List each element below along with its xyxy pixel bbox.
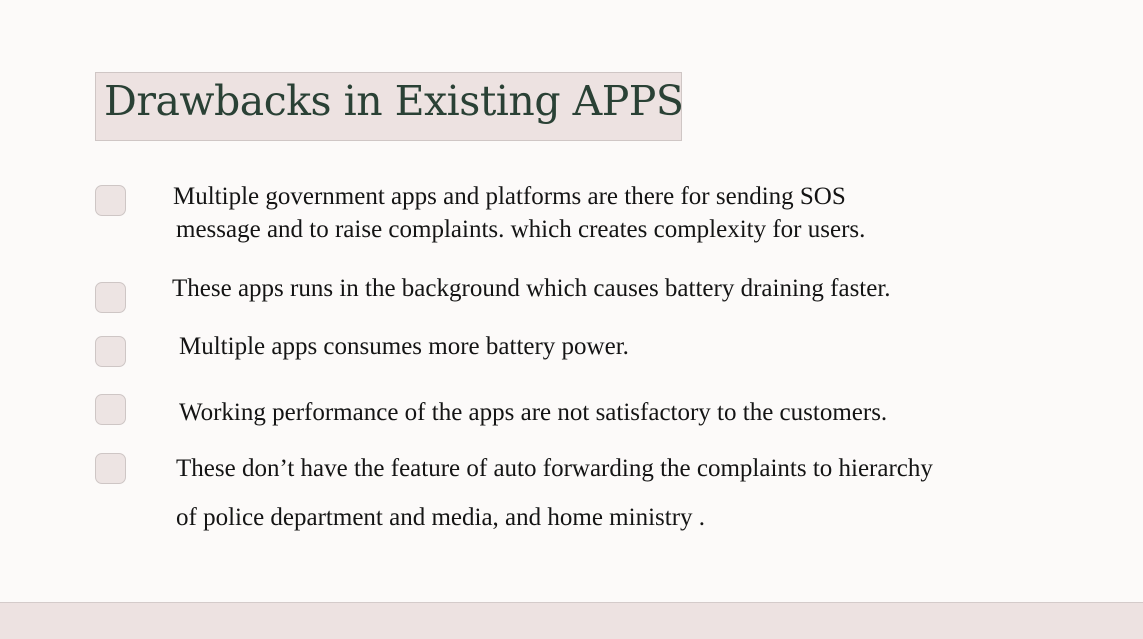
bullet-text-1-line-2: message and to raise complaints. which creates complexity for users. — [176, 216, 866, 243]
checkbox-5[interactable] — [95, 453, 126, 484]
bullet-text-5-line-1: These don’t have the feature of auto forwarding the complaints to hierarchy — [176, 455, 933, 482]
slide-title: Drawbacks in Existing APPS — [104, 77, 684, 125]
title-box — [95, 72, 682, 141]
bullet-text-3: Multiple apps consumes more battery power. — [179, 333, 629, 360]
checkbox-1[interactable] — [95, 185, 126, 216]
bullet-text-5-line-2: of police department and media, and home ministry . — [176, 504, 706, 531]
bullet-text-1-line-1: Multiple government apps and platforms are there for sending SOS — [173, 183, 846, 210]
footer-bar — [0, 602, 1143, 639]
bullet-text-4: Working performance of the apps are not satisfactory to the customers. — [179, 399, 888, 426]
checkbox-3[interactable] — [95, 336, 126, 367]
checkbox-2[interactable] — [95, 282, 126, 313]
checkbox-4[interactable] — [95, 394, 126, 425]
bullet-text-2: These apps runs in the background which causes battery draining faster. — [172, 275, 891, 302]
